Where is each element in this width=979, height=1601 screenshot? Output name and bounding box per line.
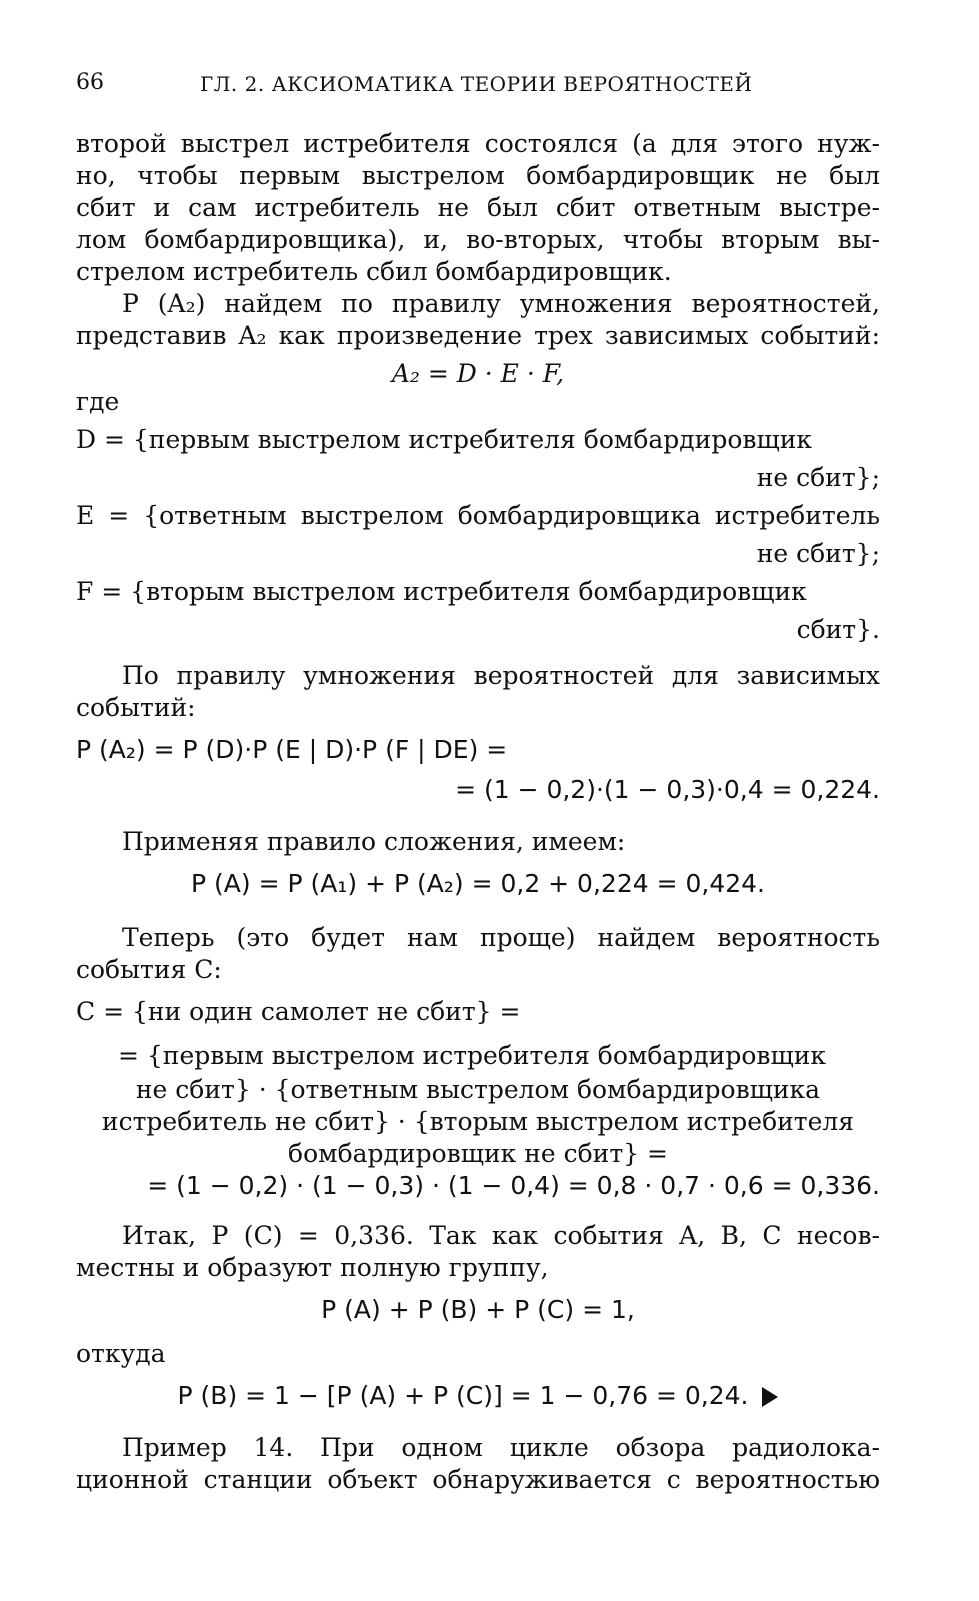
text-line: Применяя правило сложения, имеем:	[122, 827, 626, 856]
text-line: Теперь (это будет нам проще) найдем вероятность	[122, 923, 880, 952]
text-line: представив A₂ как произведение трех зависимых событий:	[76, 321, 880, 350]
formula: = {первым выстрелом истребителя бомбардировщик	[118, 1041, 827, 1070]
text-line: события C:	[76, 955, 222, 984]
example-heading-line: Пример 14. При одном цикле обзора радиолока-	[122, 1433, 880, 1462]
formula: P (A) = P (A₁) + P (A₂) = 0,2 + 0,224 = 0,424.	[191, 869, 765, 898]
text-line: P (A₂) найдем по правилу умножения вероятностей,	[122, 289, 880, 318]
formula: = (1 − 0,2)·(1 − 0,3)·0,4 = 0,224.	[455, 775, 880, 804]
formula: бомбардировщик не сбит} =	[288, 1139, 668, 1168]
definition-line: D = {первым выстрелом истребителя бомбардировщик	[76, 425, 812, 454]
text-line: сбит и сам истребитель не был сбит ответным выстре-	[76, 193, 880, 222]
definition-line: не сбит};	[756, 463, 880, 492]
formula: = (1 − 0,2) · (1 − 0,3) · (1 − 0,4) = 0,8 · 0,7 · 0,6 = 0,336.	[147, 1171, 880, 1200]
formula-line	[76, 1380, 880, 1412]
formula: не сбит} · {ответным выстрелом бомбардировщика	[135, 1075, 821, 1104]
formula: P (A) + P (B) + P (C) = 1,	[321, 1295, 635, 1324]
text-line: стрелом истребитель сбил бомбардировщик.	[76, 257, 672, 286]
formula: A₂ = D · E · F,	[391, 359, 565, 388]
text-line: второй выстрел истребителя состоялся (а для этого нуж-	[76, 129, 880, 158]
text-line: По правилу умножения вероятностей для зависимых	[122, 661, 880, 690]
text-line: но, чтобы первым выстрелом бомбардировщик не был	[76, 161, 880, 190]
formula: P (A₂) = P (D)·P (E | D)·P (F | DE) =	[76, 735, 508, 764]
text-line: лом бомбардировщика), и, во-вторых, чтобы вторым вы-	[76, 225, 880, 254]
formula: C = {ни один самолет не сбит} =	[76, 997, 521, 1026]
page-number: 66	[76, 70, 104, 95]
end-of-example-triangle-icon	[762, 1387, 778, 1407]
formula: P (B) = 1 − [P (A) + P (C)] = 1 − 0,76 = 0,24.	[177, 1381, 749, 1410]
definition-line: F = {вторым выстрелом истребителя бомбардировщик	[76, 577, 807, 606]
text-line: где	[76, 387, 120, 416]
text-line: местны и образуют полную группу,	[76, 1253, 549, 1282]
text-line: событий:	[76, 693, 196, 722]
text-line: откуда	[76, 1339, 166, 1368]
formula: истребитель не сбит} · {вторым выстрелом истребителя	[101, 1107, 855, 1136]
definition-line: сбит}.	[796, 615, 880, 644]
text-line: Итак, P (C) = 0,336. Так как события A, B, C несов-	[122, 1221, 880, 1250]
definition-line: E = {ответным выстрелом бомбардировщика истребитель	[76, 501, 880, 530]
text-line: ционной станции объект обнаруживается с вероятностью	[76, 1465, 880, 1494]
running-title: ГЛ. 2. АКСИОМАТИКА ТЕОРИИ ВЕРОЯТНОСТЕЙ	[200, 72, 753, 96]
definition-line: не сбит};	[756, 539, 880, 568]
